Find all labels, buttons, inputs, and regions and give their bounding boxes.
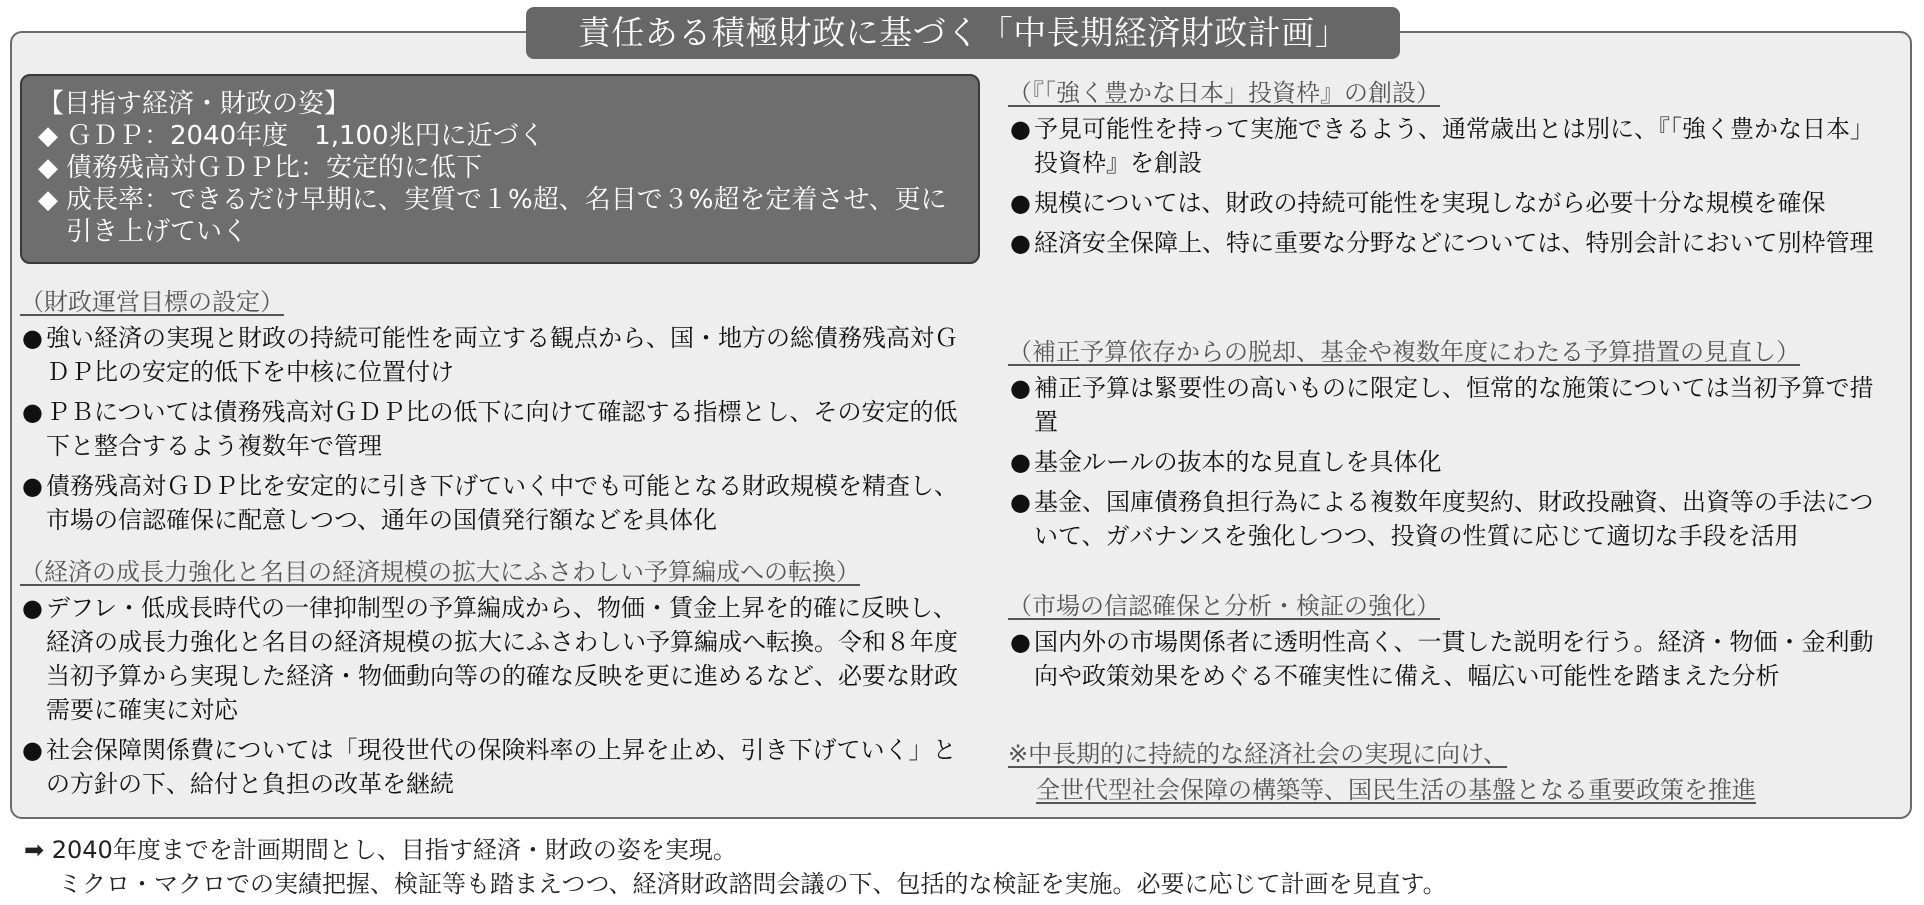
footer-summary xyxy=(24,833,1904,901)
list-item-text: デフレ・低成長時代の一律抑制型の予算編成から、物価・賃金上昇を的確に反映し、経済の成長力強化と名目の経済規模の拡大にふさわしい予算編成へ転換。令和８年度当初予算から実現した経済・物価動向等の的確な反映を更に進めるなど、必要な財政需要に確実に対応 xyxy=(46,594,958,724)
list-item xyxy=(1008,445,1888,479)
note-line-1: ※中長期的に持続的な経済社会の実現に向け、 xyxy=(1008,740,1508,768)
section-heading: （財政運営目標の設定） xyxy=(20,288,284,316)
section-market-confidence xyxy=(1008,589,1888,699)
bullet-icon: ● xyxy=(22,594,43,622)
section-supplementary-budget-review xyxy=(1008,335,1888,559)
list-item-text: 基金、国庫債務負担行為による複数年度契約、財政投融資、出資等の手法について、ガバナンスを強化しつつ、投資の性質に応じて適切な手段を活用 xyxy=(1034,488,1874,550)
footer-line-1 xyxy=(24,833,1904,867)
section-budget-transformation xyxy=(20,555,960,807)
section-heading: （補正予算依存からの脱却、基金や複数年度にわたる予算措置の見直し） xyxy=(1008,338,1800,366)
goals-heading: 【目指す経済・財政の姿】 xyxy=(38,89,351,119)
list-item xyxy=(1008,186,1888,220)
list-item xyxy=(1008,112,1888,180)
list-item xyxy=(1008,485,1888,553)
list-item-text: 強い経済の実現と財政の持続可能性を両立する観点から、国・地方の総債務残高対ＧＤＰ比の安定的低下を中核に位置付け xyxy=(46,324,958,386)
list-item-text: 債務残高対ＧＤＰ比を安定的に引き下げていく中でも可能となる財政規模を精査し、市場の信認確保に配意しつつ、通年の国債発行額などを具体化 xyxy=(46,472,958,534)
list-item xyxy=(20,321,960,389)
goal-gdp-text: ＧＤＰ：2040年度 1,100兆円に近づく xyxy=(66,121,545,151)
arrow-right-icon: ➡ xyxy=(24,836,45,864)
list-item xyxy=(20,395,960,463)
list-item-text: 社会保障関係費については「現役世代の保険料率の上昇を止め、引き下げていく」との方針の下、給付と負担の改革を継続 xyxy=(46,736,957,798)
bullet-icon: ● xyxy=(22,324,43,352)
list-item-text: 経済安全保障上、特に重要な分野などについては、特別会計において別枠管理 xyxy=(1034,229,1874,257)
bullet-icon: ● xyxy=(1010,189,1031,217)
page-title: 責任ある積極財政に基づく「中長期経済財政計画」 xyxy=(526,7,1400,59)
bullet-icon: ● xyxy=(1010,628,1031,656)
bullet-icon: ● xyxy=(22,472,43,500)
bullet-icon: ● xyxy=(1010,374,1031,402)
list-item xyxy=(20,469,960,537)
bullet-icon: ● xyxy=(1010,115,1031,143)
bullet-icon: ● xyxy=(1010,488,1031,516)
list-item xyxy=(20,733,960,801)
section-fiscal-targets xyxy=(20,285,960,543)
goal-growth-rate-text: 成長率：できるだけ早期に、実質で１%超、名目で３%超を定着させ、更に引き上げていく xyxy=(66,185,947,247)
policy-note xyxy=(1008,736,1888,808)
list-item-text: 補正予算は緊要性の高いものに限定し、恒常的な施策については当初予算で措置 xyxy=(1034,374,1874,436)
goal-gdp xyxy=(38,120,964,152)
diamond-icon: ◆ xyxy=(38,185,58,215)
goal-debt-ratio-text: 債務残高対ＧＤＰ比：安定的に低下 xyxy=(66,153,483,183)
goals-box xyxy=(20,74,980,264)
list-item-text: 基金ルールの抜本的な見直しを具体化 xyxy=(1034,448,1442,476)
bullet-icon: ● xyxy=(1010,448,1031,476)
list-item-text: 国内外の市場関係者に透明性高く、一貫した説明を行う。経済・物価・金利動向や政策効果をめぐる不確実性に備え、幅広い可能性を踏まえた分析 xyxy=(1034,628,1874,690)
list-item-text: 予見可能性を持って実施できるよう、通常歳出とは別に、『「強く豊かな日本」投資枠』を創設 xyxy=(1034,115,1874,177)
goal-growth-rate xyxy=(38,184,964,248)
list-item xyxy=(1008,371,1888,439)
bullet-icon: ● xyxy=(22,398,43,426)
list-item xyxy=(20,591,960,727)
diamond-icon: ◆ xyxy=(38,121,58,151)
list-item-text: 規模については、財政の持続可能性を実現しながら必要十分な規模を確保 xyxy=(1034,189,1826,217)
bullet-icon: ● xyxy=(22,736,43,764)
section-heading: （経済の成長力強化と名目の経済規模の拡大にふさわしい予算編成への転換） xyxy=(20,558,860,586)
section-heading: （『「強く豊かな日本」投資枠』の創設） xyxy=(1008,79,1440,107)
list-item xyxy=(1008,226,1888,260)
list-item-text: ＰＢについては債務残高対ＧＤＰ比の低下に向けて確認する指標とし、その安定的低下と整合するよう複数年で管理 xyxy=(46,398,958,460)
section-investment-framework xyxy=(1008,76,1888,266)
list-item xyxy=(1008,625,1888,693)
footer-line-1-text: 2040年度までを計画期間とし、目指す経済・財政の姿を実現。 xyxy=(51,836,737,864)
footer-line-2: ミクロ・マクロでの実績把握、検証等も踏まえつつ、経済財政諮問会議の下、包括的な検証を実施。必要に応じて計画を見直す。 xyxy=(58,870,1447,898)
note-line-2: 全世代型社会保障の構築等、国民生活の基盤となる重要政策を推進 xyxy=(1036,776,1756,804)
goal-debt-ratio xyxy=(38,152,964,184)
diamond-icon: ◆ xyxy=(38,153,58,183)
bullet-icon: ● xyxy=(1010,229,1031,257)
section-heading: （市場の信認確保と分析・検証の強化） xyxy=(1008,592,1440,620)
